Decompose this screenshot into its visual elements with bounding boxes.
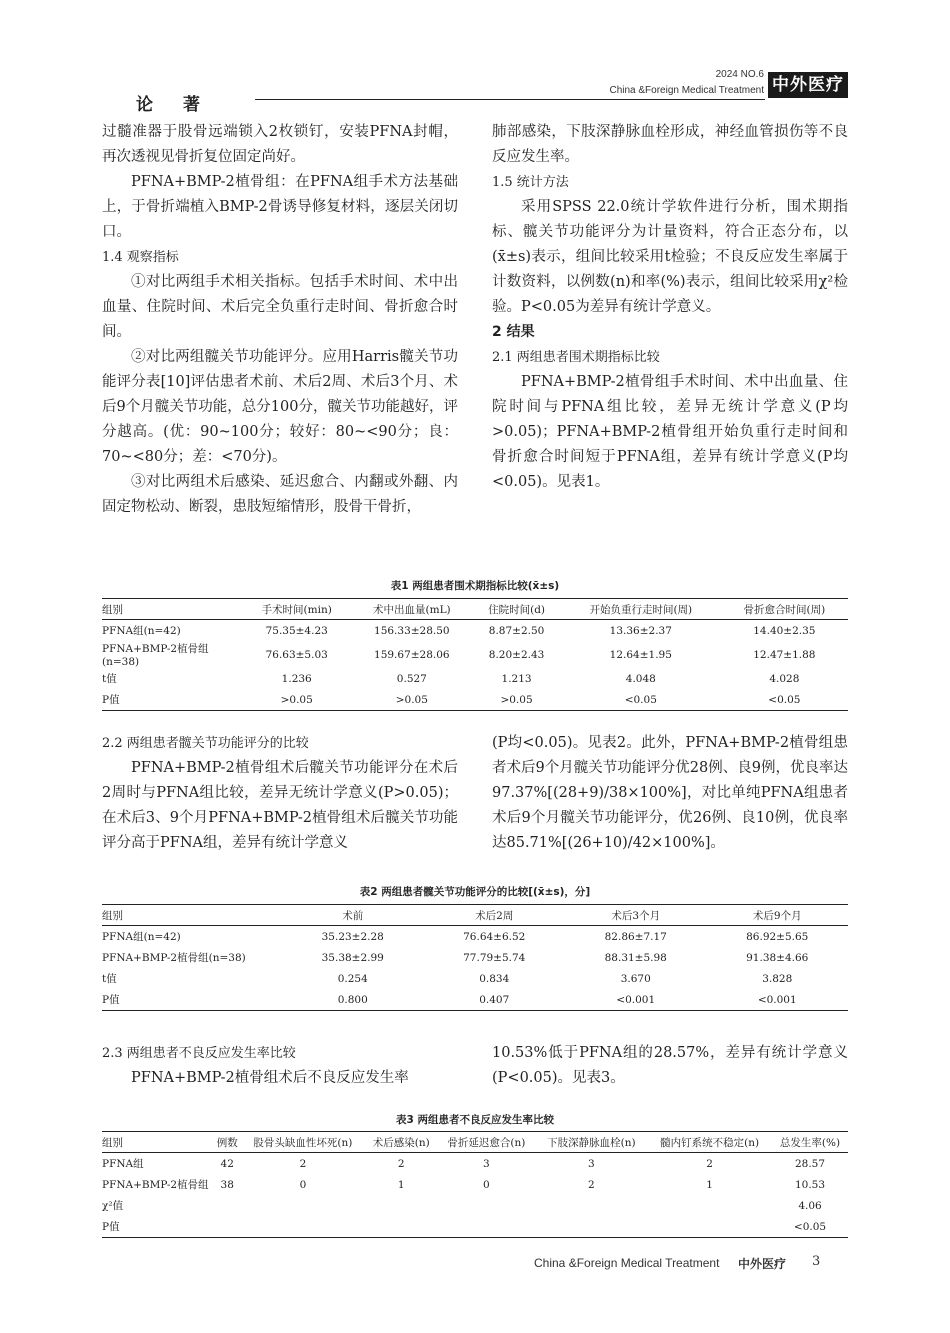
table-cell: 0.800 <box>282 989 424 1011</box>
table-cell <box>647 1195 772 1216</box>
paragraph: 10.53%低于PFNA组的28.57%，差异有统计学意义(P<0.05)。见表3。 <box>492 1045 848 1086</box>
table1 <box>102 598 848 711</box>
table-header: 开始负重行走时间(周) <box>561 599 721 620</box>
section-heading: 2 结果 <box>492 324 535 340</box>
section-label: 论著 <box>136 95 230 115</box>
subsection-heading: 2.3 两组患者不良反应发生率比较 <box>102 1046 296 1061</box>
right-column-1 <box>492 120 848 495</box>
table-header: 手术时间(min) <box>242 599 351 620</box>
table-header-row <box>102 1132 848 1153</box>
table-cell: 0.834 <box>479 972 510 985</box>
table-cell: 86.92±5.65 <box>746 930 809 943</box>
table-cell: 4.028 <box>769 672 800 685</box>
table-header: 术后感染(n) <box>365 1132 437 1153</box>
table-cell: 0 <box>299 1178 307 1191</box>
table-cell: P值 <box>102 989 282 1011</box>
table-cell: 12.64±1.95 <box>609 648 672 661</box>
table-cell: <0.05 <box>561 689 721 711</box>
paragraph: 采用SPSS 22.0统计学软件进行分析，围术期指标、髋关节功能评分为计量资料，符合正态分布，以(x̄±s)表示，组间比较采用t检验；不良反应发生率属于计数资料，以例数(n)和率(%)表示，组间比较采用χ²检验。P<0.05为差异有统计学意义。 <box>492 199 848 315</box>
left-column-1 <box>102 120 458 520</box>
table-cell <box>240 1216 365 1238</box>
table-cell: >0.05 <box>242 689 351 711</box>
footer-journal-en: China &Foreign Medical Treatment <box>534 1256 720 1270</box>
table-cell: 35.38±2.99 <box>321 951 384 964</box>
paragraph: (P均<0.05)。见表2。此外，PFNA+BMP-2植骨组患者术后9个月髋关节功能评分优28例、良9例，优良率达97.37%[(28+9)/38×100%]，对比单纯PFNA组患者术后9个月髋关节功能评分，优26例、良10例，优良率达85.71%[(26+10)/42×100%]。 <box>492 735 848 851</box>
table-cell: 2 <box>706 1157 713 1170</box>
table-cell: <0.05 <box>721 689 848 711</box>
table-cell <box>365 1216 437 1238</box>
year-issue: 2024 NO.6 <box>715 69 764 80</box>
page-number: 3 <box>812 1254 821 1269</box>
table-row <box>102 1153 848 1175</box>
table-header: 例数 <box>214 1132 240 1153</box>
table-header: 术后2周 <box>424 905 566 926</box>
table-header: 总发生率(%) <box>772 1132 848 1153</box>
table-cell: 13.36±2.37 <box>609 624 672 637</box>
table-cell: P值 <box>102 689 242 711</box>
table2 <box>102 904 848 1011</box>
table-cell: χ²值 <box>102 1200 124 1212</box>
paragraph: PFNA+BMP-2植骨组手术时间、术中出血量、住院时间与PFNA组比较，差异无统计学意义(P均>0.05)；PFNA+BMP-2植骨组开始负重行走时间和骨折愈合时间短于PFNA组，差异有统计学意义(P均<0.05)。见表1。 <box>492 374 848 490</box>
paragraph: 过髓准器于股骨远端锁入2枚锁钉，安装PFNA封帽，再次透视见骨折复位固定尚好。 <box>102 124 458 165</box>
table-row <box>102 1216 848 1238</box>
table-cell: 42 <box>220 1157 234 1170</box>
table-row <box>102 620 848 642</box>
table-cell <box>437 1195 535 1216</box>
table3 <box>102 1131 848 1238</box>
table-header: 髓内钉系统不稳定(n) <box>647 1132 772 1153</box>
table-cell <box>214 1195 240 1216</box>
table-cell: 82.86±7.17 <box>604 930 667 943</box>
table-header: 骨折延迟愈合(n) <box>437 1132 535 1153</box>
table2-title: 表2 两组患者髋关节功能评分的比较[(x̄±s)，分] <box>359 886 591 898</box>
table-cell: <0.001 <box>707 989 849 1011</box>
table-header: 住院时间(d) <box>472 599 561 620</box>
journal-name-en: China &Foreign Medical Treatment <box>609 85 764 96</box>
table-cell: 35.23±2.28 <box>321 930 384 943</box>
table-cell: P值 <box>102 1216 214 1238</box>
table-cell: 76.63±5.03 <box>265 648 328 661</box>
paragraph: ①对比两组手术相关指标。包括手术时间、术中出血量、住院时间、术后完全负重行走时间、骨折愈合时间。 <box>102 274 458 340</box>
table-cell: 77.79±5.74 <box>463 951 526 964</box>
subsection-heading: 2.1 两组患者围术期指标比较 <box>492 350 660 365</box>
table-cell <box>647 1216 772 1238</box>
table-cell: 2 <box>299 1157 307 1170</box>
table-row <box>102 947 848 968</box>
header-rule <box>255 99 765 100</box>
table-row <box>102 668 848 689</box>
table-cell <box>437 1216 535 1238</box>
table-cell: 3 <box>588 1157 595 1170</box>
table-cell <box>536 1195 648 1216</box>
table-cell: 8.20±2.43 <box>488 648 545 661</box>
table-cell: 2 <box>588 1178 595 1191</box>
table-cell: 88.31±5.98 <box>604 951 667 964</box>
left-column-2 <box>102 731 458 856</box>
journal-logo: 中外医疗 <box>768 72 848 98</box>
table-cell <box>214 1216 240 1238</box>
table-row <box>102 926 848 948</box>
paragraph: ②对比两组髋关节功能评分。应用Harris髋关节功能评分表[10]评估患者术前、术后2周、术后3个月、术后9个月髋关节功能，总分100分，髋关节功能越好，评分越高。(优：90~100分；较好：80~<90分；良：70~<80分；差：<70分)。 <box>102 349 458 465</box>
table-cell: 1.236 <box>281 672 312 685</box>
table-row <box>102 989 848 1011</box>
table-cell: >0.05 <box>472 689 561 711</box>
table-cell: 0.407 <box>424 989 566 1011</box>
table-cell: 1 <box>706 1178 713 1191</box>
table-cell: 1 <box>397 1178 405 1191</box>
paragraph: PFNA+BMP-2植骨组术后不良反应发生率 <box>131 1070 409 1086</box>
table-cell: 12.47±1.88 <box>753 648 816 661</box>
table-cell: 75.35±4.23 <box>265 624 328 637</box>
table-header: 术前 <box>282 905 424 926</box>
subsection-heading: 1.5 统计方法 <box>492 175 569 190</box>
table-header: 组别 <box>102 1132 214 1153</box>
table-row <box>102 1174 848 1195</box>
table-cell <box>240 1195 365 1216</box>
table-cell: PFNA+BMP-2植骨组(n=38) <box>102 643 209 668</box>
table-cell: 0 <box>483 1178 490 1191</box>
right-column-2 <box>492 731 848 856</box>
table3-title: 表3 两组患者不良反应发生率比较 <box>396 1114 554 1126</box>
table-cell: 8.87±2.50 <box>488 624 545 637</box>
table-cell: PFNA组(n=42) <box>102 625 181 637</box>
table-cell: 159.67±28.06 <box>374 648 450 661</box>
table-cell: PFNA组(n=42) <box>102 931 181 943</box>
table1-title: 表1 两组患者围术期指标比较(x̄±s) <box>390 580 560 592</box>
paragraph: PFNA+BMP-2植骨组术后髋关节功能评分在术后2周时与PFNA组比较，差异无统计学意义(P>0.05)；在术后3、9个月PFNA+BMP-2植骨组术后髋关节功能评分高于PFNA组，差异有统计学意义 <box>102 760 458 851</box>
table-cell: <0.001 <box>565 989 707 1011</box>
table-cell: 38 <box>220 1178 234 1191</box>
footer-journal-cn: 中外医疗 <box>738 1257 787 1271</box>
table-header: 组别 <box>102 905 282 926</box>
table-header: 术后9个月 <box>707 905 849 926</box>
table-cell: PFNA+BMP-2植骨组 <box>102 1179 209 1191</box>
table-cell: 10.53 <box>794 1178 826 1191</box>
table-cell: 28.57 <box>794 1157 826 1170</box>
table-cell: t值 <box>102 973 117 985</box>
table-header: 股骨头缺血性坏死(n) <box>240 1132 365 1153</box>
table-cell: <0.05 <box>772 1216 848 1238</box>
table-cell: PFNA组 <box>102 1158 144 1170</box>
table-cell <box>536 1216 648 1238</box>
table-cell: PFNA+BMP-2植骨组(n=38) <box>102 952 246 964</box>
table-cell: 3.670 <box>620 972 651 985</box>
table-header: 术后3个月 <box>565 905 707 926</box>
table-cell: 156.33±28.50 <box>374 624 450 637</box>
table-cell: 76.64±6.52 <box>463 930 526 943</box>
table-row <box>102 689 848 711</box>
table-header: 组别 <box>102 599 242 620</box>
table-cell: 3.828 <box>762 972 793 985</box>
table-row <box>102 968 848 989</box>
table-header-row <box>102 599 848 620</box>
right-column-3 <box>492 1041 848 1091</box>
subsection-heading: 1.4 观察指标 <box>102 250 179 265</box>
table-cell: 3 <box>483 1157 490 1170</box>
table-header: 术中出血量(mL) <box>351 599 472 620</box>
table-cell: 1.213 <box>501 672 532 685</box>
table-cell: >0.05 <box>351 689 472 711</box>
paragraph: 肺部感染，下肢深静脉血栓形成，神经血管损伤等不良反应发生率。 <box>492 124 848 165</box>
table-row <box>102 1195 848 1216</box>
table-row <box>102 641 848 668</box>
table-cell: 14.40±2.35 <box>753 624 816 637</box>
paragraph: PFNA+BMP-2植骨组：在PFNA组手术方法基础上，于骨折端植入BMP-2骨诱导修复材料，逐层关闭切口。 <box>102 174 458 240</box>
table-cell: 4.06 <box>798 1199 822 1212</box>
table-cell <box>365 1195 437 1216</box>
table-cell: 0.527 <box>396 672 427 685</box>
subsection-heading: 2.2 两组患者髋关节功能评分的比较 <box>102 736 309 751</box>
paragraph: ③对比两组术后感染、延迟愈合、内翻或外翻、内固定物松动、断裂，患肢短缩情形，股骨干骨折， <box>102 474 458 515</box>
left-column-3 <box>102 1041 458 1091</box>
table-cell: 2 <box>397 1157 405 1170</box>
table-cell: 0.254 <box>337 972 368 985</box>
table-header: 下肢深静脉血栓(n) <box>536 1132 648 1153</box>
table-cell: t值 <box>102 673 117 685</box>
table-cell: 91.38±4.66 <box>746 951 809 964</box>
table-header-row <box>102 905 848 926</box>
table-cell: 4.048 <box>625 672 656 685</box>
table-header: 骨折愈合时间(周) <box>721 599 848 620</box>
